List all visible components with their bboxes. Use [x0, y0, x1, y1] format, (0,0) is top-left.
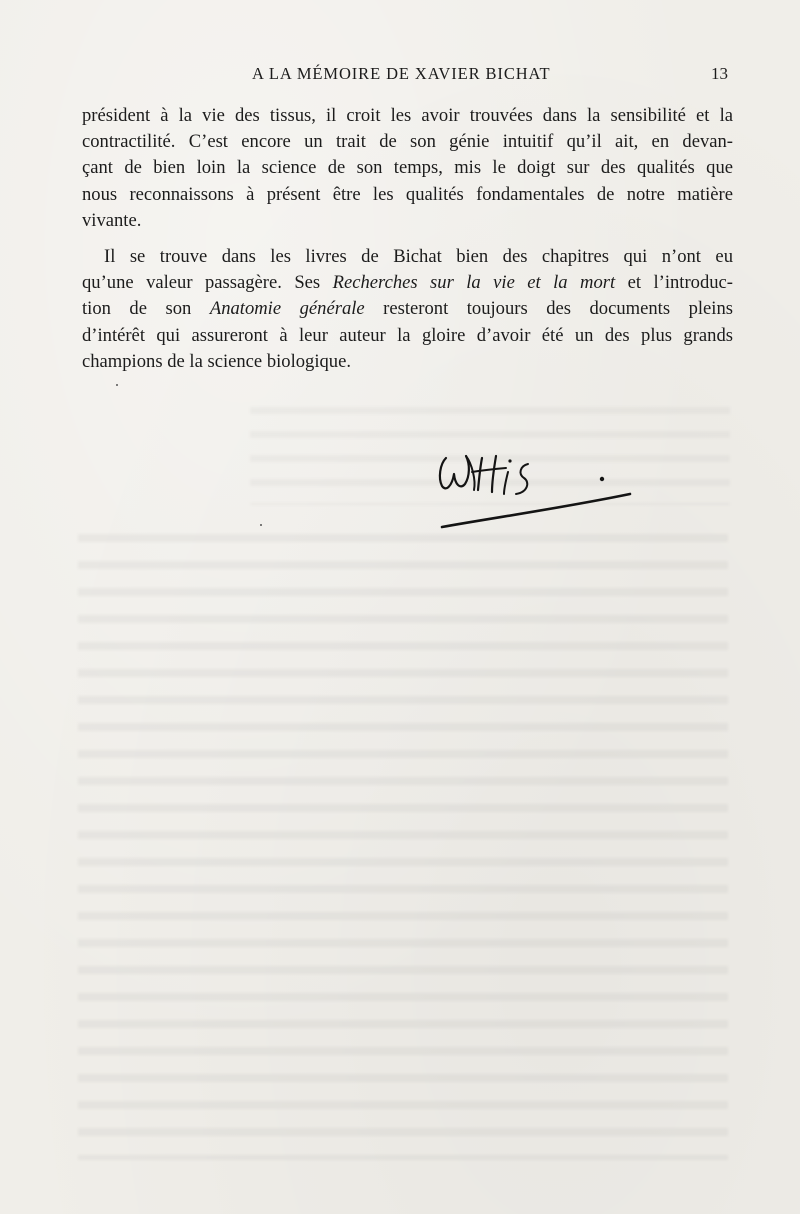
text-line: contractilité. C’est encore un trait de son génie intuitif qu’il ait, en devan- [82, 131, 733, 153]
text-line: tion de son Anatomie générale resteront toujours des documents pleins [82, 298, 733, 320]
paragraph-2 [82, 244, 733, 375]
running-header [0, 64, 800, 88]
text-line: qu’une valeur passagère. Ses Recherches sur la vie et la mort et l’introduc- [82, 272, 733, 294]
text-line: nous reconnaissons à présent être les qualités fondamentales de notre matière [82, 183, 733, 205]
paragraph-1 [82, 103, 733, 234]
bleed-through-text [78, 520, 728, 1160]
handwritten-signature [432, 450, 642, 545]
text-line: Il se trouve dans les livres de Bichat bien des chapitres qui n’ont eu [104, 246, 733, 268]
text-line: çant de bien loin la science de son temps, mis le doigt sur des qualités que [82, 157, 733, 179]
page-number: 13 [711, 64, 728, 83]
text-line: champions de la science biologique. [82, 350, 352, 372]
paper-speck [260, 524, 262, 526]
text-line: d’intérêt qui assureront à leur auteur la gloire d’avoir été un des plus grands [82, 324, 733, 346]
paper-speck [116, 384, 118, 386]
italic-title-recherches: Recherches sur la vie et la mort [332, 272, 616, 294]
italic-title-anatomie: Anatomie générale [209, 298, 365, 320]
text-line: vivante. [82, 209, 142, 231]
body-text [82, 103, 733, 375]
text-line: président à la vie des tissus, il croit les avoir trouvées dans la sensibilité et la [82, 105, 733, 126]
running-title: A LA MÉMOIRE DE XAVIER BICHAT [252, 64, 551, 83]
